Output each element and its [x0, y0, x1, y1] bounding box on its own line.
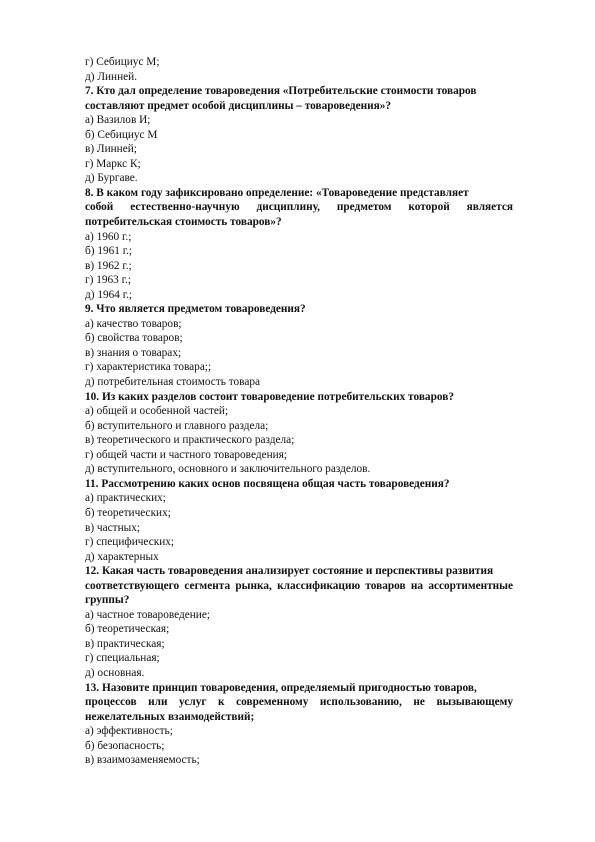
question-line: процессов или услуг к современному использованию, не вызывающему: [85, 696, 513, 709]
question: [85, 390, 513, 405]
answer-option: д) потребительная стоимость товара: [85, 376, 261, 389]
answer-option: в) частных;: [85, 521, 140, 534]
answer-option: б) теоретическая;: [85, 623, 170, 636]
question: [85, 186, 513, 230]
answer-option: д) Линней.: [85, 70, 138, 83]
answer-option: а) общей и особенной частей;: [85, 405, 229, 418]
answer-option: г) Себициус М;: [85, 56, 160, 68]
answer-option: г) 1963 г.;: [85, 274, 131, 287]
question: [85, 84, 513, 113]
question-line: собой естественно-научную дисциплину, предметом которой является: [85, 201, 513, 214]
question-line: соответствующего сегмента рынка, классификацию товаров на ассортиментные: [85, 579, 513, 592]
answer-option: г) Маркс К;: [85, 157, 141, 170]
question: [85, 477, 513, 492]
question-line: 7. Кто дал определение товароведения «Потребительские стоимости товаров: [85, 85, 477, 98]
answer-option: а) эффективность;: [85, 725, 173, 738]
answer-option: б) Себициус М: [85, 128, 158, 141]
question-line: группы?: [85, 594, 130, 607]
answer-option: а) 1960 г.;: [85, 230, 132, 243]
question-line: нежелательных взаимодействий;: [85, 710, 255, 723]
answer-option: в) взаимозаменяемость;: [85, 754, 200, 767]
question-line: составляют предмет особой дисциплины – товароведения»?: [85, 99, 392, 112]
answer-option: д) вступительного, основного и заключительного разделов.: [85, 463, 371, 476]
answer-option: г) специфических;: [85, 536, 175, 549]
answer-option: г) специальная;: [85, 652, 160, 665]
answer-option: д) Бургаве.: [85, 172, 138, 185]
answer-option: г) характеристика товара;;: [85, 361, 212, 374]
answer-option: б) безопасность;: [85, 739, 165, 752]
answer-option: д) характерных: [85, 550, 159, 563]
answer-option: д) основная.: [85, 666, 145, 679]
answer-option: а) Вазилов И;: [85, 114, 151, 127]
answer-option: в) Линней;: [85, 143, 137, 156]
answer-option: г) общей части и частного товароведения;: [85, 448, 288, 461]
answer-option: б) теоретических;: [85, 506, 171, 519]
answer-option: а) практических;: [85, 492, 166, 505]
question-line: 13. Назовите принцип товароведения, определяемый пригодностью товаров,: [85, 681, 477, 694]
answer-option: в) 1962 г.;: [85, 259, 132, 272]
answer-option: в) знания о товарах;: [85, 346, 182, 359]
answer-option: б) свойства товаров;: [85, 332, 183, 345]
question-line: 12. Какая часть товароведения анализирует состояние и перспективы развития: [85, 565, 494, 578]
answer-option: в) теоретического и практического раздела;: [85, 434, 295, 447]
question-line: 11. Рассмотрению каких основ посвящена общая часть товароведения?: [85, 477, 450, 490]
document-body: [85, 55, 513, 768]
answer-option: а) качество товаров;: [85, 317, 182, 330]
question-line: 8. В каком году зафиксировано определение: «Товароведение представляет: [85, 186, 469, 199]
question: [85, 681, 513, 725]
answer-option: б) вступительного и главного раздела;: [85, 419, 269, 432]
question-line: потребительская стоимость товаров»?: [85, 216, 282, 229]
question: [85, 302, 513, 317]
question: [85, 564, 513, 608]
answer-option: а) частное товароведение;: [85, 608, 210, 621]
question-line: 9. Что является предметом товароведения?: [85, 303, 306, 316]
answer-option: д) 1964 г.;: [85, 288, 133, 301]
answer-option: б) 1961 г.;: [85, 245, 133, 258]
question-line: 10. Из каких разделов состоит товароведение потребительских товаров?: [85, 390, 454, 403]
answer-option: в) практическая;: [85, 637, 165, 650]
